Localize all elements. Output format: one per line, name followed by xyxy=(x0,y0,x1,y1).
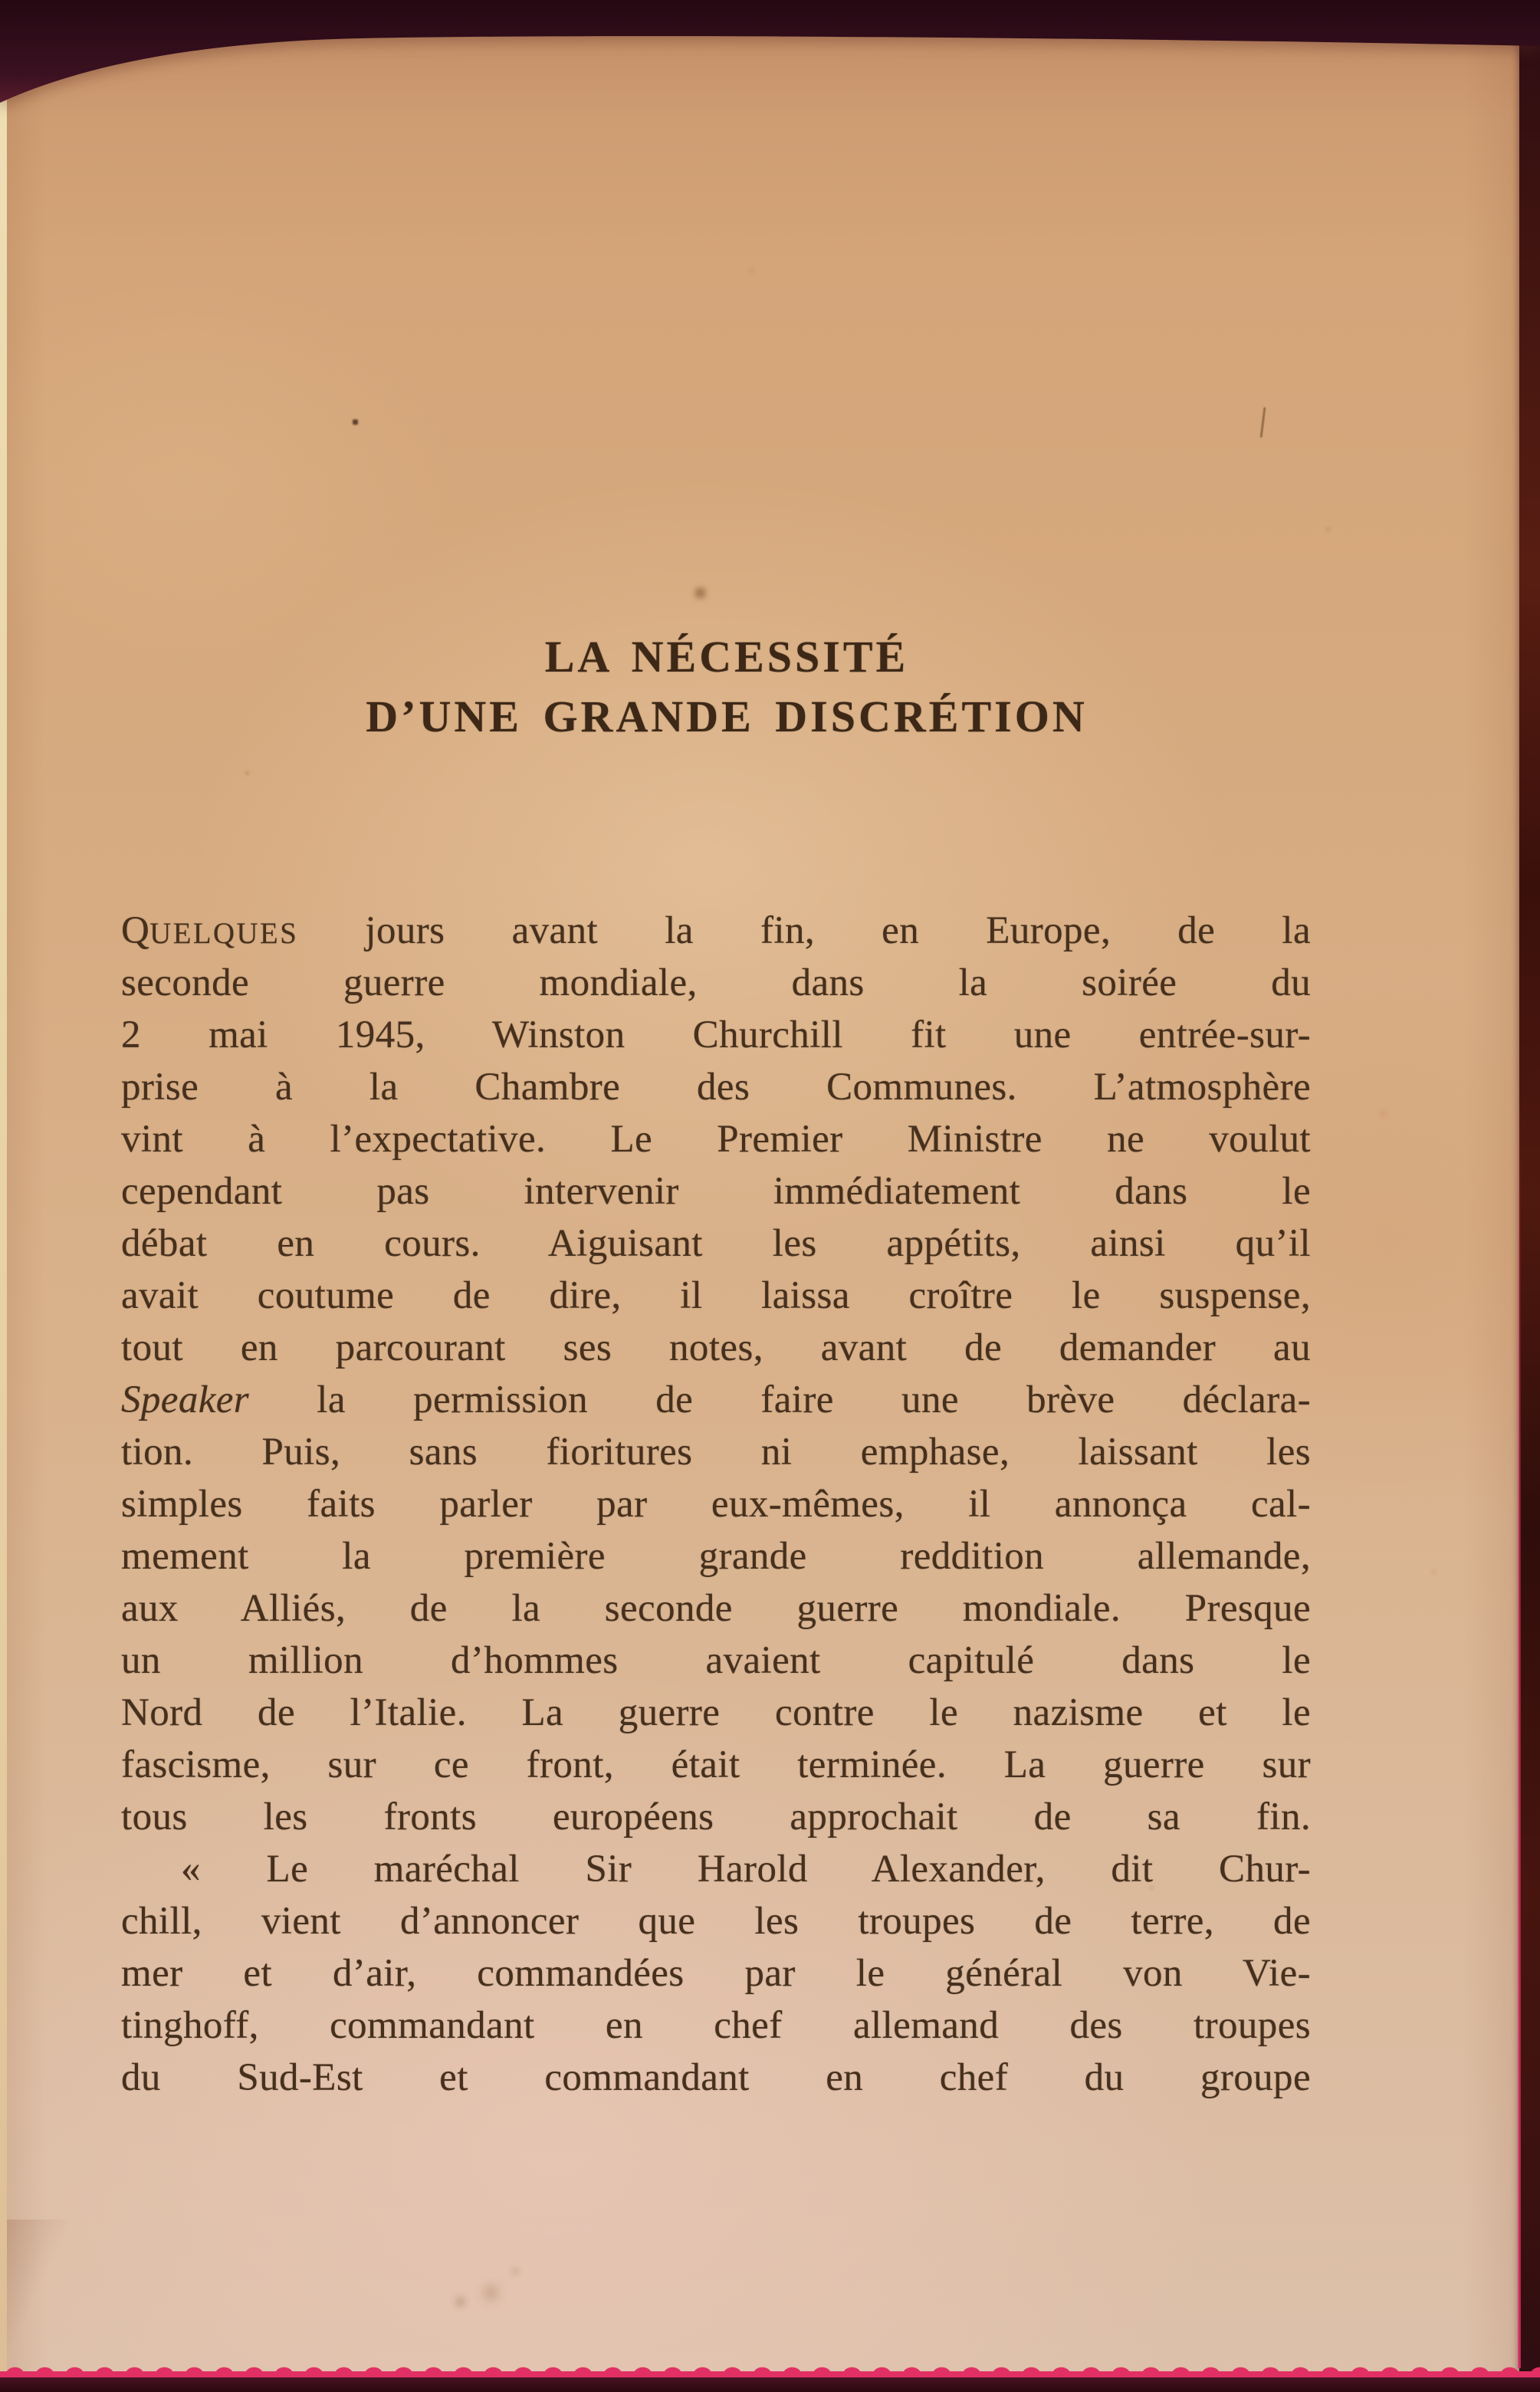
text-line xyxy=(121,1687,1311,1739)
text-line xyxy=(121,1270,1311,1322)
text-segment: aux Alliés, de la seconde guerre mondiale. Presque xyxy=(121,1587,1311,1630)
text-segment: tous les fronts européens approchait de sa fin. xyxy=(121,1796,1311,1838)
text-segment: chill, vient d’annoncer que les troupes de terre, de xyxy=(121,1900,1311,1943)
text-segment: du Sud-Est et commandant en chef du groupe xyxy=(121,2056,1311,2099)
text-line xyxy=(121,1374,1311,1426)
text-line xyxy=(121,1113,1311,1165)
text-segment: mement la première grande reddition allemande, xyxy=(121,1535,1311,1578)
italic-word: Speaker xyxy=(121,1378,250,1421)
text-line xyxy=(121,1478,1311,1530)
text-segment: cependant pas intervenir immédiatement dans le xyxy=(121,1170,1311,1213)
text-segment: tion. Puis, sans fioritures ni emphase, laissant les xyxy=(121,1431,1311,1474)
page-fold-shadow xyxy=(0,2220,92,2369)
text-segment: fascisme, sur ce front, était terminée. La guerre sur xyxy=(121,1743,1311,1786)
text-line xyxy=(121,1843,1311,1895)
text-segment: seconde guerre mondiale, dans la soirée du xyxy=(121,961,1311,1004)
text-segment: tout en parcourant ses notes, avant de demander au xyxy=(121,1326,1311,1369)
text-line xyxy=(121,1739,1311,1791)
text-line xyxy=(121,1895,1311,1947)
text-line xyxy=(121,957,1311,1009)
chapter-title-line1: LA NÉCESSITÉ xyxy=(544,632,909,682)
text-line xyxy=(121,1165,1311,1217)
text-line xyxy=(121,1635,1311,1687)
text-segment: vint à l’expectative. Le Premier Ministre ne voulut xyxy=(121,1118,1311,1161)
body-text xyxy=(121,905,1311,2104)
chapter-title-line2: D’UNE GRANDE DISCRÉTION xyxy=(366,692,1088,741)
book-top-edge xyxy=(0,0,1540,107)
page-left-edge-strip xyxy=(0,0,7,2392)
text-line xyxy=(121,1947,1311,1999)
text-line xyxy=(121,1530,1311,1582)
text-line xyxy=(121,1061,1311,1113)
text-segment: Q xyxy=(121,909,150,952)
text-segment: prise à la Chambre des Communes. L’atmosphère xyxy=(121,1066,1311,1109)
text-line xyxy=(121,1426,1311,1478)
text-segment: mer et d’air, commandées par le général von Vie- xyxy=(121,1952,1311,1995)
text-line xyxy=(121,905,1311,957)
text-line xyxy=(121,1217,1311,1270)
text-line xyxy=(121,1322,1311,1374)
text-line xyxy=(121,1999,1311,2052)
text-line xyxy=(121,1582,1311,1635)
text-segment: Nord de l’Italie. La guerre contre le nazisme et le xyxy=(121,1691,1311,1734)
text-segment: la permission de faire une brève déclara- xyxy=(249,1378,1311,1421)
text-segment: jours avant la fin, en Europe, de la xyxy=(298,909,1311,952)
text-line xyxy=(121,1009,1311,1061)
book-right-edge xyxy=(1519,0,1540,2392)
text-segment: simples faits parler par eux-mêmes, il annonça cal- xyxy=(121,1483,1311,1526)
text-segment: « Le maréchal Sir Harold Alexander, dit Chur- xyxy=(181,1848,1311,1891)
text-segment: débat en cours. Aiguisant les appétits, ainsi qu’il xyxy=(121,1222,1311,1265)
text-segment: un million d’hommes avaient capitulé dans le xyxy=(121,1639,1311,1682)
text-segment: tinghoff, commandant en chef allemand des troupes xyxy=(121,2004,1311,2047)
text-line xyxy=(121,2052,1311,2104)
small-caps-word: UELQUES xyxy=(149,917,299,950)
text-segment: avait coutume de dire, il laissa croître le suspense, xyxy=(121,1274,1311,1317)
text-line xyxy=(121,1791,1311,1843)
text-segment: 2 mai 1945, Winston Churchill fit une entrée-sur- xyxy=(121,1014,1311,1056)
chapter-title xyxy=(121,627,1311,747)
book-bottom-dark-edge xyxy=(0,2377,1540,2392)
